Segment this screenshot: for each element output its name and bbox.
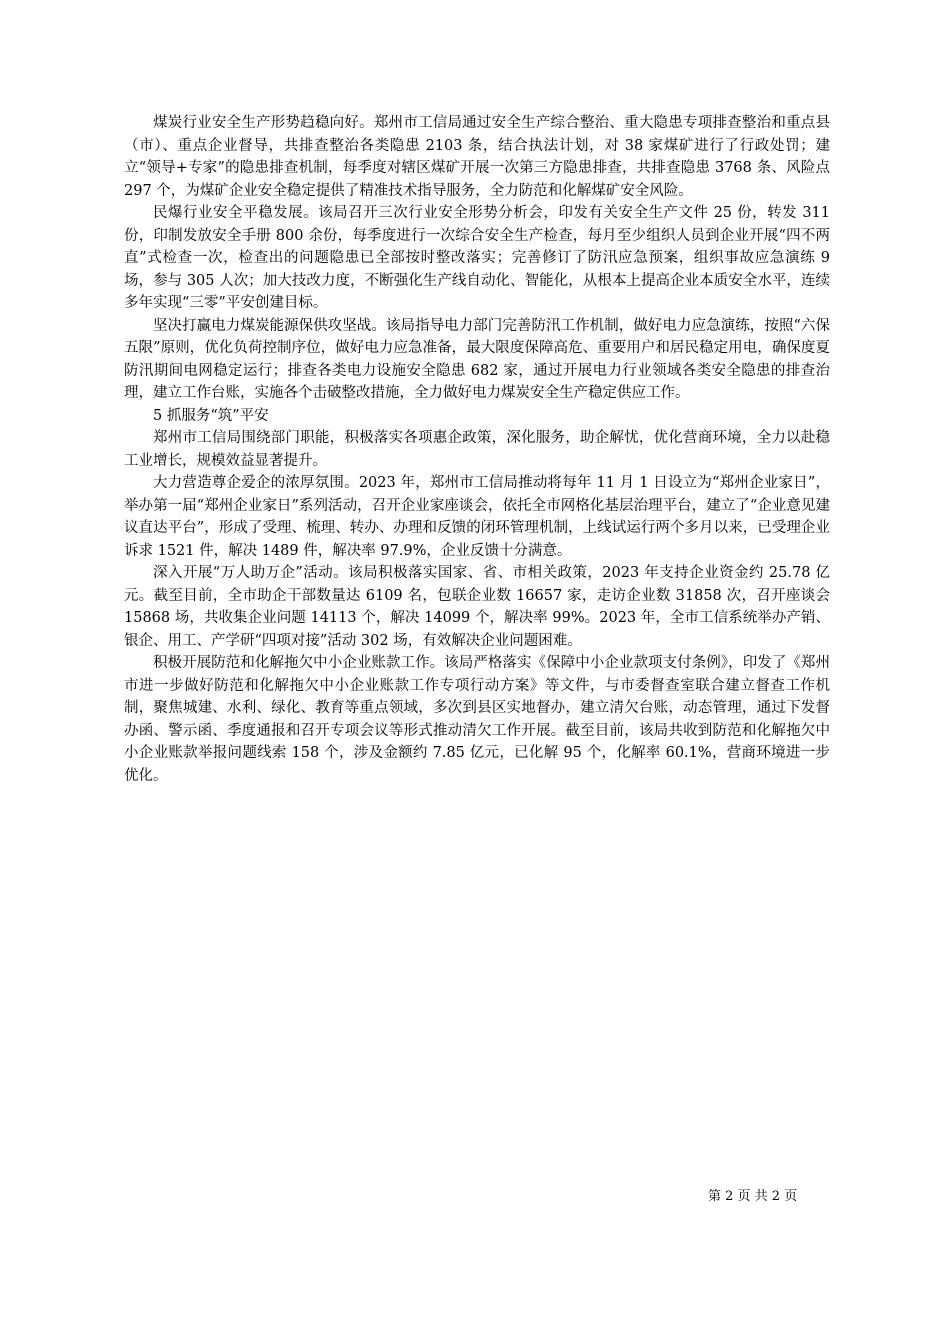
paragraph-wanren-zhu-wanqi: 深入开展“万人助万企”活动。该局积极落实国家、省、市相关政策，2023 年支持企业资金约 25.78 亿元。截至目前，全市助企干部数量达 6109 名，包联企业数 16657 家，走访企业数 31858 次，召开座谈会 15868 场，共收集企业问题 14113 个，解决 14099 个，解决率 99%。2023 年，全市工信系统举办产销、银企、用工、产学研“四项对接”活动 302 场，有效解决企业问题困难。 <box>124 565 830 649</box>
paragraph-entrepreneur-day: 大力营造尊企爱企的浓厚氛围。2023 年，郑州市工信局推动将每年 11 月 1 日设立为“郑州企业家日”，举办第一届“郑州企业家日”系列活动，召开企业家座谈会，依托全市网格化基层治理平台，建立了“企业意见建议直达平台”，形成了受理、梳理、转办、办理和反馈的闭环管理机制，上线试运行两个多月以来，已受理企业诉求 1521 件，解决 1489 件，解决率 97.9%，企业反馈十分满意。 <box>124 475 830 559</box>
paragraph-power-supply: 坚决打赢电力煤炭能源保供攻坚战。该局指导电力部门完善防汛工作机制，做好电力应急演练，按照“六保五限”原则，优化负荷控制序位，做好电力应急准备，最大限度保障高危、重要用户和居民稳定用电，确保度夏防汛期间电网稳定运行；排查各类电力设施安全隐患 682 家，通过开展电力行业领域各类安全隐患的排查治理，建立工作台账，实施各个击破整改措施，全力做好电力煤炭安全生产稳定供应工作。 <box>124 317 830 401</box>
section-heading: 5 抓服务“筑”平安 <box>153 407 269 424</box>
paragraph-coal-safety: 煤炭行业安全生产形势趋稳向好。郑州市工信局通过安全生产综合整治、重大隐患专项排查整治和重点县（市）、重点企业督导，共排查整治各类隐患 2103 条，结合执法计划，对 38 家煤矿进行了行政处罚；建立“领导+专家”的隐患排查机制，每季度对辖区煤矿开展一次第三方隐患排查，共排查隐患 3768 条、风险点 297 个，为煤矿企业安全稳定提供了精准技术指导服务，全力防范和化解煤矿安全风险。 <box>124 115 830 199</box>
document-body <box>124 112 830 787</box>
page-number: 第 2 页 共 2 页 <box>708 1189 798 1204</box>
paragraph-service-intro: 郑州市工信局围绕部门职能，积极落实各项惠企政策，深化服务，助企解忧，优化营商环境，全力以赴稳工业增长，规模效益显著提升。 <box>124 430 830 469</box>
paragraph-arrears-clearing: 积极开展防范和化解拖欠中小企业账款工作。该局严格落实《保障中小企业款项支付条例》，印发了《郑州市进一步做好防范和化解拖欠中小企业账款工作专项行动方案》等文件，与市委督查室联合建立督查工作机制，聚焦城建、水利、绿化、教育等重点领域，多次到县区实地督办，建立清欠台账，动态管理，通过下发督办函、警示函、季度通报和召开专项会议等形式推动清欠工作开展。截至目前，该局共收到防范和化解拖欠中小企业账款举报问题线索 158 个，涉及金额约 7.85 亿元，已化解 95 个，化解率 60.1%，营商环境进一步优化。 <box>124 655 830 784</box>
paragraph-explosives-safety: 民爆行业安全平稳发展。该局召开三次行业安全形势分析会，印发有关安全生产文件 25 份，转发 311 份，印制发放安全手册 800 余份，每季度进行一次综合安全生产检查，每月至少组织人员到企业开展“四不两直”式检查一次，检查出的问题隐患已全部按时整改落实；完善修订了防汛应急预案，组织事故应急演练 9 场，参与 305 人次；加大技改力度，不断强化生产线自动化、智能化，从根本上提高企业本质安全水平，连续多年实现“三零”平安创建目标。 <box>124 205 830 311</box>
